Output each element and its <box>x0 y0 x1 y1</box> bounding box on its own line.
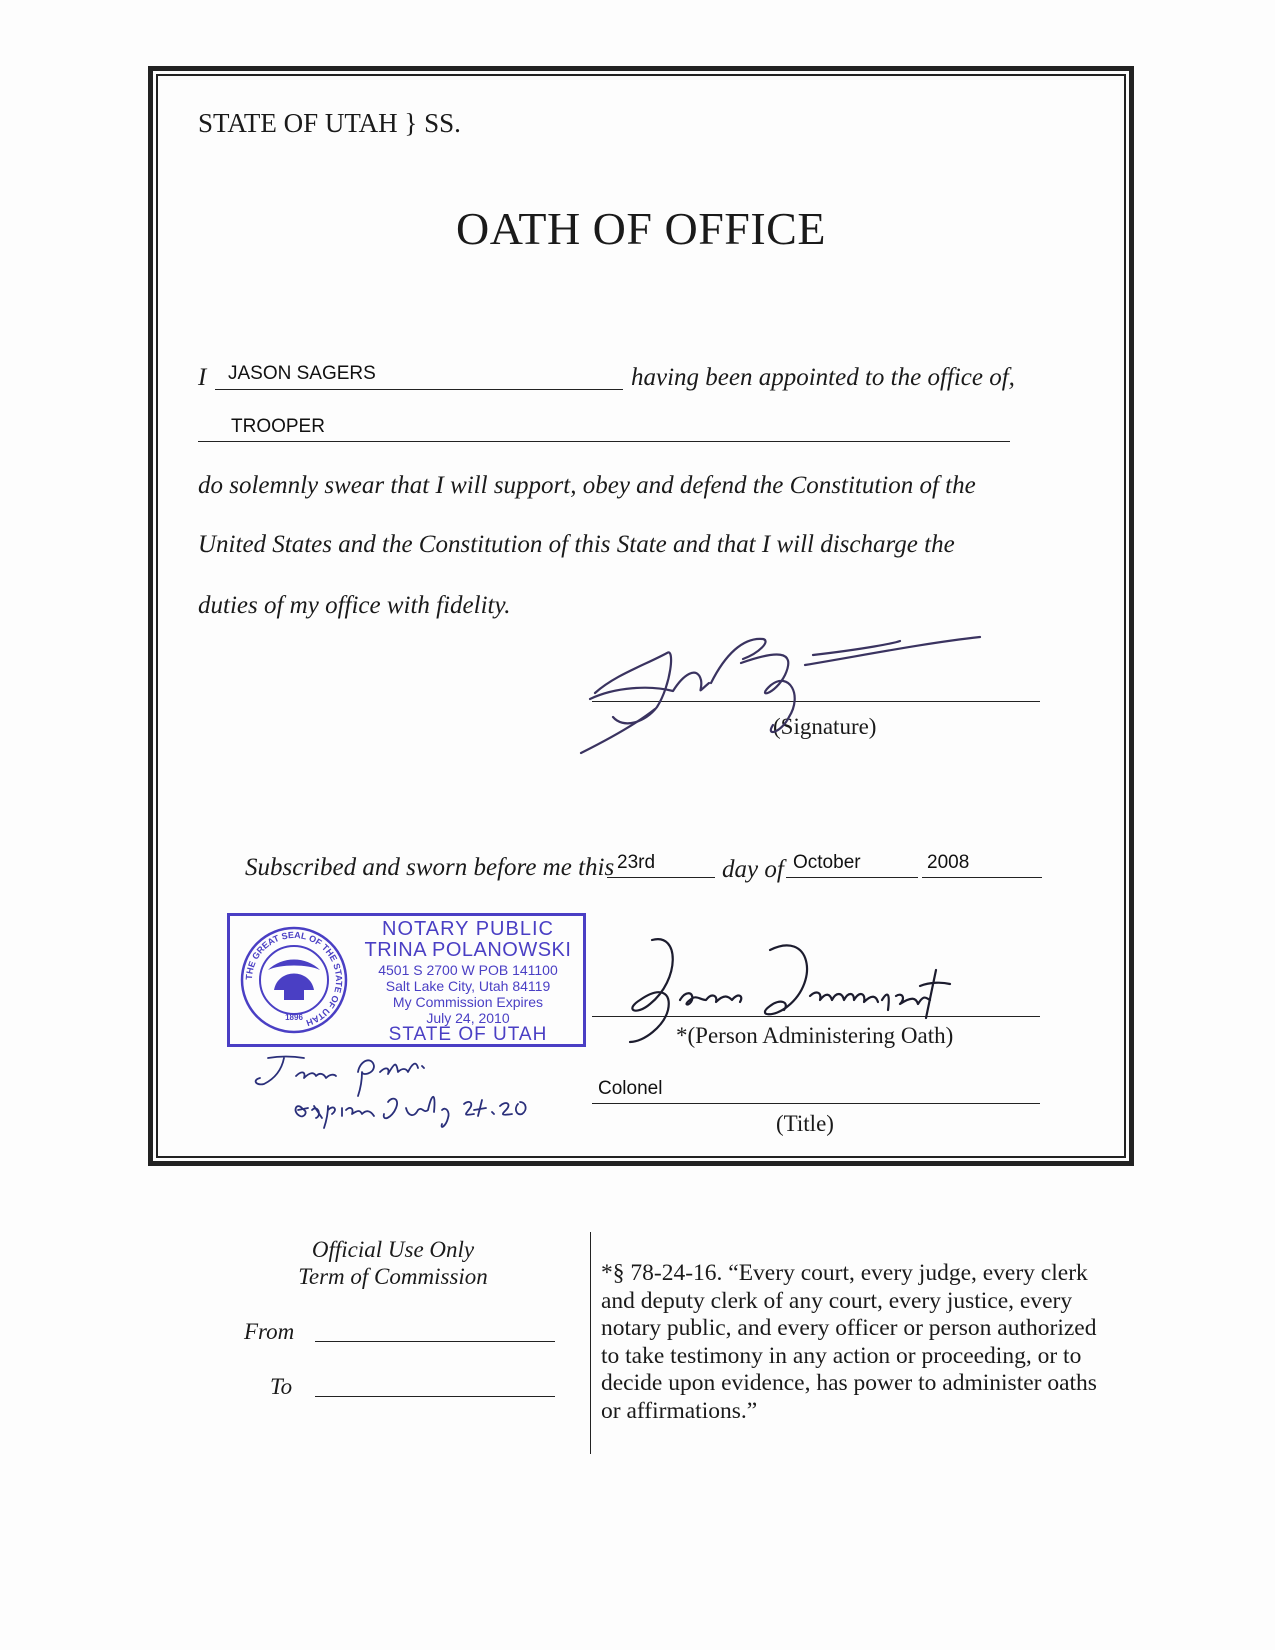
day-field[interactable]: 23rd <box>617 852 656 873</box>
subscribed-text: Subscribed and sworn before me this <box>245 854 615 881</box>
from-line[interactable] <box>315 1341 555 1342</box>
administrator-signature <box>620 930 1000 1050</box>
to-line[interactable] <box>315 1396 555 1397</box>
stamp-line-5: My Commission Expires <box>392 994 544 1010</box>
day-line <box>607 877 715 878</box>
office-field[interactable]: TROOPER <box>231 416 325 437</box>
stamp-line-4: Salt Lake City, Utah 84119 <box>385 978 551 994</box>
notary-stamp <box>227 913 586 1047</box>
signature-caption: (Signature) <box>773 714 877 739</box>
term-of-commission-heading: Term of Commission <box>298 1264 488 1289</box>
title-field[interactable]: Colonel <box>598 1078 663 1099</box>
year-field[interactable]: 2008 <box>927 852 970 873</box>
title-caption: (Title) <box>776 1111 834 1136</box>
notary-handwriting <box>250 1052 580 1132</box>
name-field[interactable]: JASON SAGERS <box>228 363 376 384</box>
official-use-heading: Official Use Only <box>311 1237 475 1262</box>
to-label: To <box>270 1374 293 1399</box>
month-line <box>786 877 918 878</box>
stamp-line-7: STATE OF UTAH <box>388 1024 548 1045</box>
oath-line-3: duties of my office with fidelity. <box>198 592 511 619</box>
month-field[interactable]: October <box>793 852 861 873</box>
stamp-line-1: NOTARY PUBLIC <box>382 918 554 940</box>
statute-text: *§ 78-24-16. “Every court, every judge, every clerk and deputy clerk of any court, every justice, every notary public, and every officer or person authorized to take testimony in any action or proceeding, or to decide upon evidence, has power to administer oaths or affirmations.” <box>601 1260 1097 1424</box>
oath-taker-signature <box>575 625 995 755</box>
title-line <box>592 1103 1040 1104</box>
oath-line-1: do solemnly swear that I will support, obey and defend the Constitution of the <box>198 472 976 499</box>
venue-heading: STATE OF UTAH } SS. <box>198 108 461 138</box>
stamp-line-3: 4501 S 2700 W POB 141100 <box>378 962 558 978</box>
column-divider <box>590 1232 591 1454</box>
year-line <box>922 877 1042 878</box>
oath-prefix: I <box>198 364 207 391</box>
office-line <box>198 441 1010 442</box>
name-line <box>215 389 623 390</box>
seal-ring-text: THE GREAT SEAL OF THE STATE OF UTAH <box>243 929 345 1029</box>
document-title: OATH OF OFFICE <box>456 203 826 254</box>
from-label: From <box>244 1319 295 1344</box>
state-seal-icon <box>238 924 350 1036</box>
stamp-line-6: July 24, 2010 <box>426 1010 510 1026</box>
oath-line-2: United States and the Constitution of this State and that I will discharge the <box>198 531 955 558</box>
administrator-caption: *(Person Administering Oath) <box>676 1023 954 1048</box>
oath-after-name: having been appointed to the office of, <box>631 364 1015 391</box>
stamp-line-2: TRINA POLANOWSKI <box>364 939 572 961</box>
day-of-text: day of <box>722 856 784 883</box>
seal-year: 1896 <box>285 1013 303 1022</box>
